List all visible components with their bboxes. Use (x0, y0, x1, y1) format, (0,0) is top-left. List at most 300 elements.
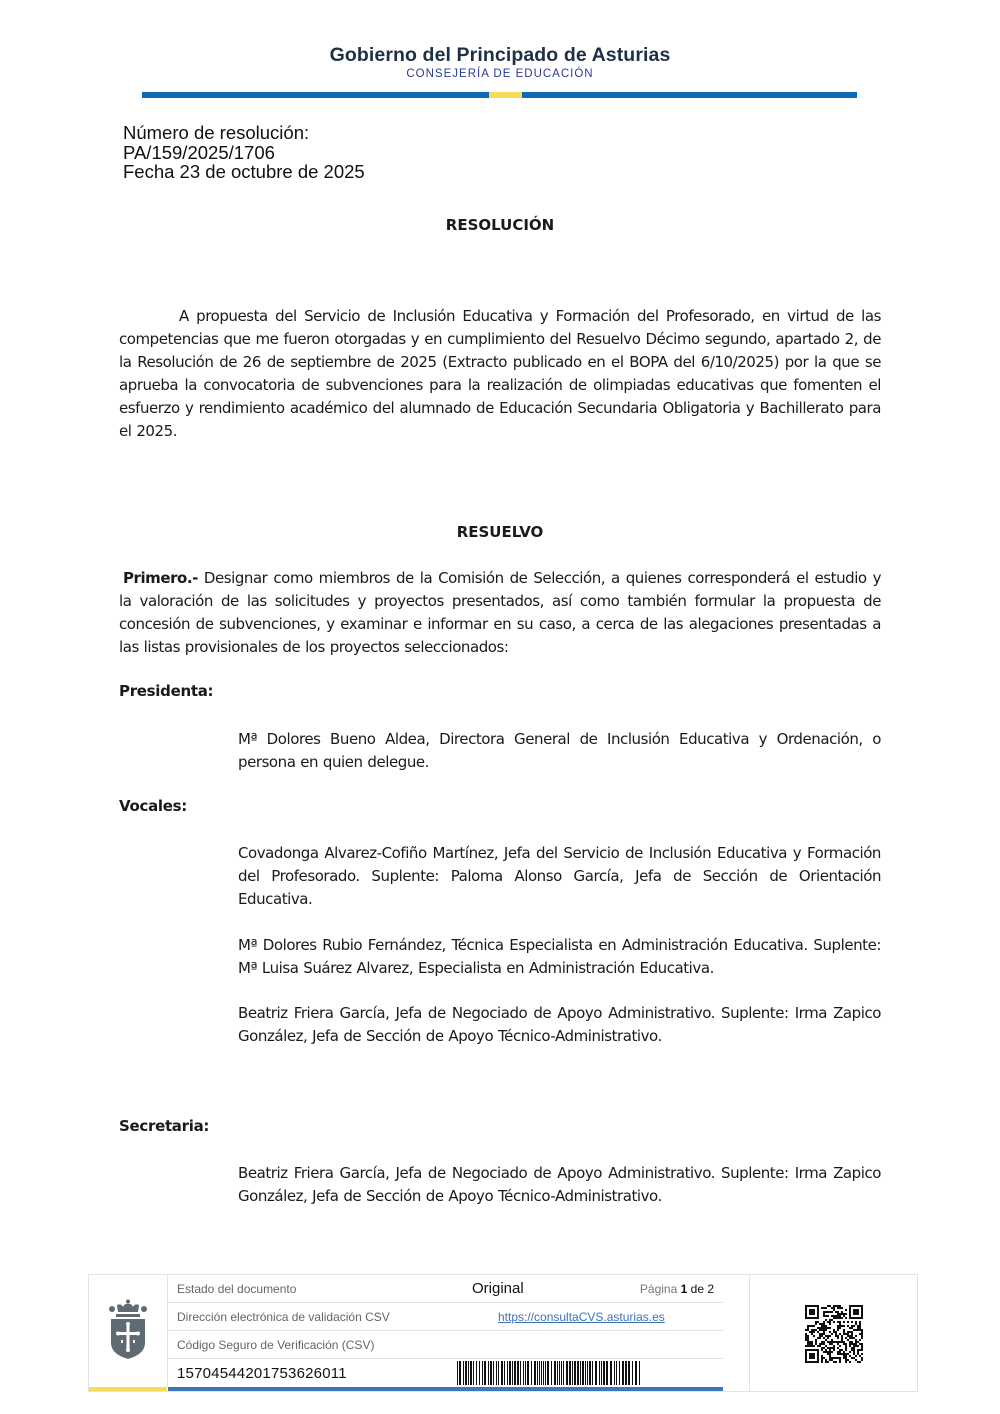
qr-module (831, 1339, 833, 1341)
qr-module (833, 1331, 835, 1333)
qr-module (829, 1343, 831, 1345)
qr-module (817, 1331, 819, 1333)
qr-module (843, 1351, 845, 1353)
qr-module (851, 1347, 853, 1349)
qr-module (853, 1349, 855, 1351)
qr-module (829, 1305, 831, 1307)
qr-module (825, 1307, 827, 1309)
qr-module (827, 1315, 829, 1317)
qr-module (817, 1327, 819, 1329)
qr-module (859, 1333, 861, 1335)
qr-module (853, 1353, 855, 1355)
resolution-number-label: Número de resolución: (123, 122, 310, 143)
barcode-bar (561, 1361, 562, 1385)
qr-module (825, 1327, 827, 1329)
barcode-bar (639, 1361, 640, 1385)
qr-module (845, 1355, 847, 1357)
qr-module (813, 1335, 815, 1337)
qr-module (859, 1325, 861, 1327)
qr-module (841, 1317, 843, 1319)
qr-module (831, 1351, 833, 1353)
qr-module (809, 1331, 811, 1333)
qr-module (815, 1339, 817, 1341)
barcode-bar (569, 1361, 571, 1385)
qr-module (825, 1349, 827, 1351)
asturias-coat-of-arms-icon (108, 1299, 148, 1361)
barcode-bar (504, 1361, 505, 1385)
qr-module (825, 1335, 827, 1337)
qr-module (855, 1323, 857, 1325)
qr-module (833, 1321, 835, 1323)
qr-module (851, 1325, 853, 1327)
government-name: Gobierno del Principado de Asturias (329, 44, 671, 66)
barcode-bar (554, 1361, 556, 1385)
qr-module (821, 1347, 823, 1349)
qr-module (837, 1305, 839, 1307)
qr-module (855, 1339, 857, 1341)
qr-code-icon (805, 1305, 863, 1363)
qr-module (821, 1357, 823, 1359)
qr-module (835, 1305, 837, 1307)
barcode-bar (580, 1361, 581, 1385)
qr-module (847, 1339, 849, 1341)
qr-module (825, 1345, 827, 1347)
qr-module (845, 1349, 847, 1351)
barcode-bar (619, 1361, 620, 1385)
qr-module (837, 1335, 839, 1337)
qr-module (853, 1343, 855, 1345)
qr-module (805, 1335, 807, 1337)
barcode-bar (599, 1361, 600, 1385)
barcode-bar (490, 1361, 492, 1385)
qr-module (839, 1317, 841, 1319)
qr-module (855, 1355, 857, 1357)
qr-module (819, 1343, 821, 1345)
qr-module (815, 1341, 817, 1343)
qr-module (823, 1311, 825, 1313)
qr-module (851, 1337, 853, 1339)
qr-module (817, 1337, 819, 1339)
qr-module (847, 1331, 849, 1333)
qr-module (827, 1337, 829, 1339)
qr-module (815, 1329, 817, 1331)
qr-module (851, 1331, 853, 1333)
barcode-bar (476, 1361, 477, 1385)
qr-module (853, 1309, 859, 1315)
qr-module (855, 1345, 857, 1347)
qr-module (829, 1341, 831, 1343)
page-indicator (640, 1282, 714, 1296)
qr-module (849, 1331, 851, 1333)
barcode-bar (547, 1361, 549, 1385)
barcode-bar (496, 1361, 497, 1385)
qr-module (853, 1357, 855, 1359)
qr-module (825, 1311, 827, 1313)
qr-module (823, 1347, 825, 1349)
qr-module (829, 1335, 831, 1337)
qr-module (811, 1329, 813, 1331)
qr-module (821, 1325, 823, 1327)
qr-module (839, 1349, 841, 1351)
qr-module (847, 1321, 849, 1323)
qr-module (813, 1331, 815, 1333)
qr-module (817, 1345, 819, 1347)
qr-module (839, 1323, 841, 1325)
presidenta-entry: Mª Dolores Bueno Aldea, Directora General de Inclusión Educativa y Ordenación, o persona en quien delegue. (238, 730, 881, 771)
barcode-bar (632, 1361, 633, 1385)
barcode-bar (465, 1361, 467, 1385)
barcode-bar (534, 1361, 536, 1385)
qr-module (835, 1357, 837, 1359)
barcode-bar (572, 1361, 573, 1385)
qr-module (807, 1337, 809, 1339)
resolution-number: PA/159/2025/1706 (123, 141, 275, 163)
resolution-date: Fecha 23 de octubre de 2025 (123, 161, 365, 182)
qr-module (823, 1307, 825, 1309)
qr-module (849, 1343, 851, 1345)
barcode-bar (582, 1361, 584, 1385)
qr-module (837, 1337, 839, 1339)
qr-module (835, 1335, 837, 1337)
qr-module (857, 1329, 859, 1331)
qr-module (841, 1307, 843, 1309)
qr-module (861, 1353, 863, 1355)
qr-module (807, 1341, 809, 1343)
qr-module (829, 1357, 831, 1359)
barcode-bar (595, 1361, 597, 1385)
qr-module (861, 1345, 863, 1347)
qr-module (831, 1319, 833, 1321)
qr-module (811, 1341, 813, 1343)
qr-module (825, 1329, 827, 1331)
qr-module (811, 1333, 813, 1335)
qr-module (819, 1333, 821, 1335)
qr-module (853, 1329, 855, 1331)
qr-module (835, 1361, 837, 1363)
intro-paragraph: A propuesta del Servicio de Inclusión Educativa y Formación del Profesorado, en virtud de las competencias que me fueron otorgadas y en cumplimiento del Resuelvo Décimo segundo, apartado 2, de la Resolución de 26 de septiembre de 2025 (Extracto publicado en el BOPA del 6/10/2025) por la que se aprueba la convocatoria de subvenciones para la realización de olimpiadas educativas que fomenten el esfuerzo y rendimiento académico del alumnado de Educación Secundaria Obligatoria y Bachillerato para el 2025. (119, 307, 881, 440)
qr-module (845, 1343, 847, 1345)
qr-module (843, 1357, 845, 1359)
header-divider-bar (142, 92, 857, 98)
qr-module (859, 1355, 861, 1357)
qr-module (835, 1311, 837, 1313)
department-name: CONSEJERÍA DE EDUCACIÓN (406, 68, 594, 80)
qr-module (811, 1343, 813, 1345)
qr-module (849, 1341, 851, 1343)
status-label: Estado del documento (177, 1282, 297, 1296)
qr-module (827, 1347, 829, 1349)
qr-module (809, 1353, 815, 1359)
qr-module (835, 1333, 837, 1335)
qr-module (839, 1345, 841, 1347)
barcode-bar (507, 1361, 508, 1385)
footer-blue-bar (168, 1387, 723, 1391)
qr-module (857, 1351, 859, 1353)
barcode-bar (625, 1361, 627, 1385)
qr-module (839, 1325, 841, 1327)
qr-module (847, 1359, 849, 1361)
barcode-bar (585, 1361, 586, 1385)
qr-module (829, 1349, 831, 1351)
qr-module (833, 1309, 835, 1311)
document-title: RESOLUCIÓN (445, 216, 555, 234)
barcode-bar (603, 1361, 605, 1385)
qr-module (835, 1331, 837, 1333)
qr-module (859, 1343, 861, 1345)
qr-module (809, 1325, 811, 1327)
barcode-bar (543, 1361, 544, 1385)
qr-module (849, 1361, 851, 1363)
qr-module (821, 1329, 823, 1331)
qr-module (825, 1361, 827, 1363)
qr-module (853, 1351, 855, 1353)
barcode-bar (525, 1361, 526, 1385)
barcode-bar (459, 1361, 461, 1385)
barcode-bar (551, 1361, 552, 1385)
qr-module (853, 1337, 855, 1339)
qr-module (807, 1343, 809, 1345)
qr-module (849, 1337, 851, 1339)
qr-cell (749, 1275, 919, 1391)
qr-module (859, 1327, 861, 1329)
barcode-bar (563, 1361, 564, 1385)
qr-module (807, 1335, 809, 1337)
qr-module (861, 1329, 863, 1331)
qr-module (819, 1345, 821, 1347)
qr-module (829, 1319, 831, 1321)
qr-module (829, 1355, 831, 1357)
qr-module (821, 1355, 823, 1357)
qr-module (827, 1321, 829, 1323)
qr-module (833, 1357, 835, 1359)
qr-module (825, 1339, 827, 1341)
qr-module (837, 1317, 839, 1319)
qr-module (823, 1313, 825, 1315)
barcode-bar (616, 1361, 617, 1385)
qr-module (843, 1331, 845, 1333)
qr-module (833, 1345, 835, 1347)
qr-module (847, 1325, 849, 1327)
barcode-bar (557, 1361, 558, 1385)
qr-module (825, 1359, 827, 1361)
qr-module (859, 1349, 861, 1351)
qr-module (837, 1313, 839, 1315)
csv-url-label: Dirección electrónica de validación CSV (177, 1310, 390, 1324)
qr-module (839, 1357, 841, 1359)
qr-module (811, 1325, 813, 1327)
qr-module (829, 1327, 831, 1329)
qr-module (837, 1325, 839, 1327)
csv-code: 15704544201753626011 (177, 1365, 347, 1382)
qr-module (841, 1339, 843, 1341)
qr-module (841, 1311, 843, 1313)
qr-module (817, 1321, 819, 1323)
qr-module (845, 1333, 847, 1335)
secretaria-label: Secretaria: (119, 1117, 210, 1135)
barcode-bar (541, 1361, 542, 1385)
qr-module (841, 1353, 843, 1355)
verification-info (168, 1275, 723, 1393)
barcode-bar (484, 1361, 486, 1385)
barcode-bar (610, 1361, 612, 1385)
qr-module (831, 1343, 833, 1345)
barcode-bar (574, 1361, 576, 1385)
qr-module (851, 1343, 853, 1345)
qr-module (821, 1335, 823, 1337)
qr-module (809, 1309, 815, 1315)
barcode-bar (517, 1361, 519, 1385)
barcode-bar (577, 1361, 579, 1385)
qr-module (805, 1333, 807, 1335)
qr-module (823, 1357, 825, 1359)
qr-module (837, 1321, 839, 1323)
qr-module (823, 1315, 825, 1317)
qr-module (851, 1349, 853, 1351)
qr-module (857, 1325, 859, 1327)
qr-module (809, 1341, 811, 1343)
qr-module (839, 1307, 841, 1309)
qr-module (823, 1333, 825, 1335)
qr-module (823, 1329, 825, 1331)
qr-module (831, 1341, 833, 1343)
qr-module (859, 1339, 861, 1341)
qr-module (807, 1339, 809, 1341)
qr-module (861, 1343, 863, 1345)
qr-module (843, 1321, 845, 1323)
qr-module (837, 1327, 839, 1329)
qr-module (823, 1351, 825, 1353)
barcode-bar (606, 1361, 608, 1385)
qr-module (851, 1335, 853, 1337)
vocal-entry: Mª Dolores Rubio Fernández, Técnica Especialista en Administración Educativa. Suplente: Mª Luisa Suárez Alvarez, Especialista en Administración Educativa. (238, 936, 881, 977)
qr-module (819, 1335, 821, 1337)
qr-module (837, 1311, 839, 1313)
qr-module (829, 1321, 831, 1323)
qr-module (831, 1307, 833, 1309)
qr-module (843, 1353, 845, 1355)
barcode-bar (501, 1361, 503, 1385)
qr-module (845, 1357, 847, 1359)
qr-module (839, 1353, 841, 1355)
qr-module (837, 1341, 839, 1343)
qr-module (837, 1343, 839, 1345)
barcode-bar (488, 1361, 489, 1385)
qr-module (821, 1361, 823, 1363)
qr-module (823, 1323, 825, 1325)
qr-module (843, 1343, 845, 1345)
barcode-bar (523, 1361, 524, 1385)
qr-module (843, 1329, 845, 1331)
qr-module (809, 1345, 811, 1347)
qr-module (851, 1341, 853, 1343)
qr-module (833, 1349, 835, 1351)
barcode-bar (592, 1361, 593, 1385)
qr-module (833, 1315, 835, 1317)
barcode-bar (520, 1361, 521, 1385)
qr-module (841, 1335, 843, 1337)
qr-module (841, 1337, 843, 1339)
barcode-bar (457, 1361, 458, 1385)
qr-module (815, 1321, 817, 1323)
qr-module (821, 1349, 823, 1351)
qr-module (857, 1345, 859, 1347)
qr-module (823, 1343, 825, 1345)
secretaria-entry: Beatriz Friera García, Jefa de Negociado de Apoyo Administrativo. Suplente: Irma Zapico González, Jefa de Sección de Apoyo Técnico-Administrativo. (238, 1164, 881, 1205)
qr-module (857, 1353, 859, 1355)
vocal-entry: Beatriz Friera García, Jefa de Negociado de Apoyo Administrativo. Suplente: Irma Zapico González, Jefa de Sección de Apoyo Técnico-Administrativo. (238, 1004, 881, 1045)
qr-module (833, 1347, 835, 1349)
qr-module (859, 1321, 861, 1323)
qr-module (839, 1321, 841, 1323)
status-row (168, 1275, 723, 1303)
qr-module (819, 1327, 821, 1329)
qr-module (839, 1313, 841, 1315)
barcode-bar (509, 1361, 511, 1385)
qr-module (827, 1341, 829, 1343)
qr-module (821, 1327, 823, 1329)
qr-module (849, 1345, 851, 1347)
qr-module (849, 1351, 851, 1353)
qr-module (841, 1313, 843, 1315)
barcode-icon (457, 1361, 641, 1385)
logo-cell (89, 1275, 168, 1387)
barcode-bar (539, 1361, 540, 1385)
csv-validation-link[interactable]: https://consultaCVS.asturias.es (498, 1310, 665, 1324)
qr-module (851, 1333, 853, 1335)
qr-module (807, 1345, 809, 1347)
qr-module (829, 1331, 831, 1333)
qr-module (851, 1357, 853, 1359)
qr-module (853, 1347, 855, 1349)
qr-module (823, 1325, 825, 1327)
qr-module (839, 1359, 841, 1361)
qr-module (835, 1341, 837, 1343)
qr-module (813, 1329, 815, 1331)
qr-module (837, 1329, 839, 1331)
header-divider-gold-segment (489, 92, 522, 98)
qr-module (821, 1343, 823, 1345)
qr-module (831, 1357, 833, 1359)
qr-module (839, 1315, 841, 1317)
qr-module (829, 1311, 831, 1313)
qr-module (845, 1353, 847, 1355)
barcode-bar (463, 1361, 464, 1385)
barcode-bar (482, 1361, 483, 1385)
qr-module (837, 1347, 839, 1349)
qr-module (823, 1331, 825, 1333)
qr-module (857, 1349, 859, 1351)
qr-module (825, 1319, 827, 1321)
qr-module (839, 1341, 841, 1343)
qr-module (861, 1331, 863, 1333)
qr-module (821, 1359, 823, 1361)
qr-module (845, 1309, 847, 1311)
qr-module (805, 1345, 807, 1347)
qr-module (827, 1361, 829, 1363)
vocal-entry: Covadonga Alvarez-Cofiño Martínez, Jefa del Servicio de Inclusión Educativa y Formación del Profesorado. Suplente: Paloma Alonso García, Jefa de Sección de Orientación Educativa. (238, 844, 881, 908)
qr-module (805, 1339, 807, 1341)
csv-code-label: Código Seguro de Verificación (CSV) (177, 1338, 375, 1352)
qr-module (843, 1341, 845, 1343)
barcode-bar (628, 1361, 630, 1385)
csv-url-row (168, 1303, 723, 1331)
qr-module (845, 1359, 847, 1361)
qr-module (849, 1327, 851, 1329)
barcode-bar (514, 1361, 516, 1385)
barcode-bar (512, 1361, 513, 1385)
qr-module (833, 1341, 835, 1343)
page-word: Página (639, 1282, 678, 1296)
